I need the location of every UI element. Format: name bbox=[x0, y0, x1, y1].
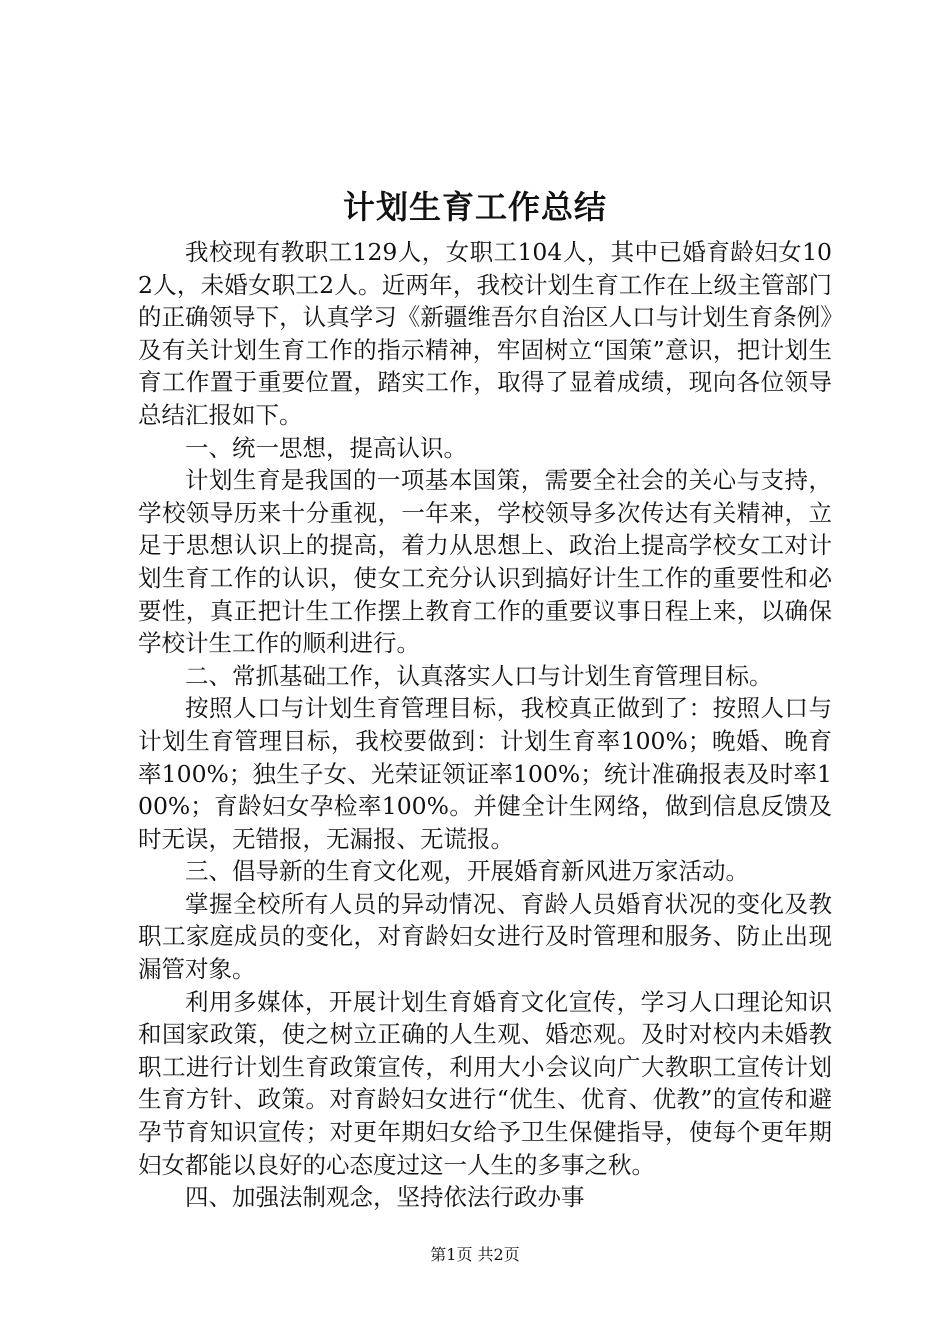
body-paragraph: 计划生育是我国的一项基本国策，需要全社会的关心与支持，学校领导历来十分重视，一年来，学校领导多次传达有关精神，立足于思想认识上的提高，着力从思想上、政治上提高学校女工对计划生育工作的认识，使女工充分认识到搞好计生工作的重要性和必要性，真正把计生工作摆上教育工作的重要议事日程上来，以确保学校计生工作的顺利进行。 bbox=[138, 466, 832, 658]
section-heading-4: 四、加强法制观念，坚持依法行政办事 bbox=[185, 1183, 585, 1212]
page-title: 计划生育工作总结 bbox=[342, 188, 607, 226]
section-heading-3: 三、倡导新的生育文化观，开展婚育新风进万家活动。 bbox=[185, 857, 749, 886]
document-body bbox=[138, 236, 832, 1214]
body-paragraph: 按照人口与计划生育管理目标，我校真正做到了：按照人口与计划生育管理目标，我校要做到：计划生育率100%；晚婚、晚育率100%；独生子女、光荣证领证率100%；统计准确报表及时率100%；育龄妇女孕检率100%。并健全计生网络，做到信息反馈及时无误，无错报，无漏报、无谎报。 bbox=[138, 694, 832, 853]
section-heading-2: 二、常抓基础工作，认真落实人口与计划生育管理目标。 bbox=[185, 661, 773, 690]
body-paragraph: 利用多媒体，开展计划生育婚育文化宣传，学习人口理论知识和国家政策，使之树立正确的人生观、婚恋观。及时对校内未婚教职工进行计划生育政策宣传，利用大小会议向广大教职工宣传计划生育方针、政策。对育龄妇女进行“优生、优育、优教”的宣传和避孕节育知识宣传；对更年期妇女给予卫生保健指导，使每个更年期妇女都能以良好的心态度过这一人生的多事之秋。 bbox=[138, 987, 832, 1179]
intro-paragraph: 我校现有教职工129人，女职工104人，其中已婚育龄妇女102人，未婚女职工2人。近两年，我校计划生育工作在上级主管部门的正确领导下，认真学习《新疆维吾尔自治区人口与计划生育条例》及有关计划生育工作的指示精神，牢固树立“国策”意识，把计划生育工作置于重要位置，踏实工作，取得了显着成绩，现向各位领导总结汇报如下。 bbox=[138, 238, 832, 429]
section-heading-1: 一、统一思想，提高认识。 bbox=[185, 433, 467, 462]
page-number-footer: 第1页 共2页 bbox=[430, 1245, 520, 1264]
body-paragraph: 掌握全校所有人员的异动情况、育龄人员婚育状况的变化及教职工家庭成员的变化，对育龄妇女进行及时管理和服务、防止出现漏管对象。 bbox=[138, 889, 832, 984]
